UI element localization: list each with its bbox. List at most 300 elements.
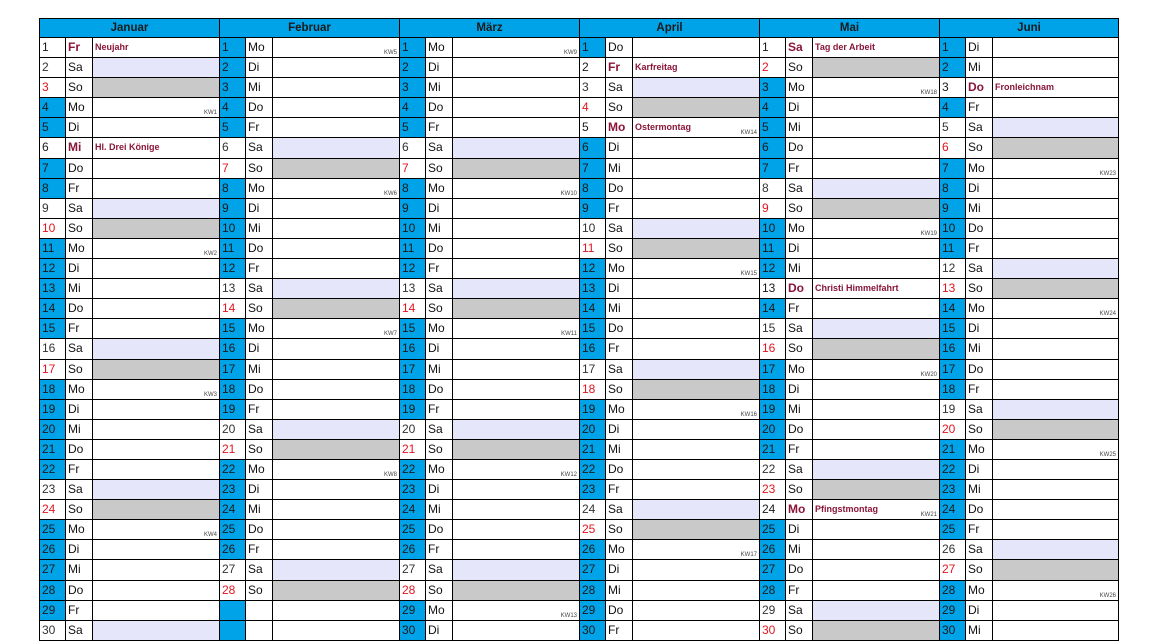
day-note-cell[interactable] — [633, 159, 759, 178]
day-note-cell[interactable] — [993, 339, 1118, 358]
day-note-cell[interactable] — [633, 118, 759, 137]
day-row[interactable] — [220, 78, 399, 98]
day-note-cell[interactable] — [813, 460, 939, 479]
day-row[interactable] — [400, 440, 579, 460]
day-note-cell[interactable] — [993, 500, 1118, 519]
day-note-cell[interactable] — [633, 480, 759, 499]
day-row[interactable] — [220, 259, 399, 279]
day-note-cell[interactable] — [453, 420, 579, 439]
day-row[interactable] — [760, 560, 939, 580]
day-note-cell[interactable] — [273, 199, 399, 218]
day-row[interactable] — [760, 360, 939, 380]
day-note-cell[interactable] — [633, 259, 759, 278]
day-note-cell[interactable] — [993, 138, 1118, 157]
day-row[interactable] — [40, 98, 219, 118]
day-row[interactable] — [580, 500, 759, 520]
day-row[interactable] — [940, 339, 1118, 359]
day-row[interactable] — [400, 118, 579, 138]
day-row[interactable] — [580, 118, 759, 138]
day-row[interactable] — [760, 159, 939, 179]
day-note-cell[interactable] — [273, 299, 399, 318]
day-note-cell[interactable] — [93, 219, 219, 238]
day-row[interactable] — [40, 179, 219, 199]
day-note-cell[interactable] — [453, 601, 579, 620]
day-row[interactable] — [940, 621, 1118, 641]
day-note-cell[interactable] — [453, 581, 579, 600]
day-row[interactable] — [580, 138, 759, 158]
day-note-cell[interactable] — [273, 339, 399, 358]
day-row[interactable] — [760, 78, 939, 98]
day-note-cell[interactable] — [993, 400, 1118, 419]
day-note-cell[interactable] — [813, 581, 939, 600]
day-row[interactable] — [580, 199, 759, 219]
day-note-cell[interactable] — [453, 159, 579, 178]
day-note-cell[interactable] — [273, 400, 399, 419]
day-note-cell[interactable] — [453, 360, 579, 379]
day-row[interactable] — [760, 601, 939, 621]
day-note-cell[interactable] — [993, 420, 1118, 439]
day-note-cell[interactable] — [813, 239, 939, 258]
day-row[interactable] — [940, 98, 1118, 118]
day-note-cell[interactable] — [633, 601, 759, 620]
day-row[interactable] — [220, 360, 399, 380]
day-row[interactable] — [400, 138, 579, 158]
day-note-cell[interactable] — [993, 560, 1118, 579]
day-note-cell[interactable] — [93, 259, 219, 278]
day-row[interactable] — [940, 581, 1118, 601]
day-row[interactable] — [40, 420, 219, 440]
day-row[interactable] — [400, 480, 579, 500]
day-row[interactable] — [940, 520, 1118, 540]
day-row[interactable] — [760, 38, 939, 58]
day-note-cell[interactable] — [273, 219, 399, 238]
day-row[interactable] — [760, 420, 939, 440]
day-note-cell[interactable] — [93, 319, 219, 338]
day-row[interactable] — [760, 380, 939, 400]
day-row[interactable] — [760, 138, 939, 158]
day-row[interactable] — [940, 239, 1118, 259]
day-note-cell[interactable] — [633, 179, 759, 198]
day-note-cell[interactable] — [993, 259, 1118, 278]
day-row[interactable] — [760, 400, 939, 420]
day-note-cell[interactable] — [453, 138, 579, 157]
day-row[interactable] — [580, 219, 759, 239]
day-note-cell[interactable] — [93, 420, 219, 439]
day-note-cell[interactable] — [813, 440, 939, 459]
day-row[interactable] — [220, 500, 399, 520]
day-row[interactable] — [40, 621, 219, 641]
day-row[interactable] — [220, 38, 399, 58]
day-note-cell[interactable] — [273, 520, 399, 539]
day-note-cell[interactable] — [93, 159, 219, 178]
day-note-cell[interactable] — [633, 520, 759, 539]
day-row[interactable] — [40, 601, 219, 621]
day-note-cell[interactable] — [993, 460, 1118, 479]
day-row[interactable] — [760, 299, 939, 319]
day-row[interactable] — [940, 299, 1118, 319]
day-note-cell[interactable] — [633, 360, 759, 379]
day-row[interactable] — [40, 520, 219, 540]
day-note-cell[interactable] — [93, 500, 219, 519]
day-row[interactable] — [940, 319, 1118, 339]
day-note-cell[interactable] — [813, 279, 939, 298]
day-note-cell[interactable] — [813, 98, 939, 117]
day-note-cell[interactable] — [453, 339, 579, 358]
day-row[interactable] — [940, 199, 1118, 219]
day-note-cell[interactable] — [453, 78, 579, 97]
day-row[interactable] — [580, 58, 759, 78]
day-row[interactable] — [400, 339, 579, 359]
day-note-cell[interactable] — [453, 219, 579, 238]
day-row[interactable] — [40, 560, 219, 580]
day-note-cell[interactable] — [273, 560, 399, 579]
day-row[interactable] — [760, 179, 939, 199]
day-note-cell[interactable] — [993, 520, 1118, 539]
day-note-cell[interactable] — [273, 138, 399, 157]
day-note-cell[interactable] — [453, 279, 579, 298]
day-row[interactable] — [40, 239, 219, 259]
day-note-cell[interactable] — [273, 581, 399, 600]
day-row[interactable] — [580, 400, 759, 420]
day-note-cell[interactable] — [273, 380, 399, 399]
day-note-cell[interactable] — [93, 621, 219, 640]
day-row[interactable] — [940, 179, 1118, 199]
day-note-cell[interactable] — [993, 299, 1118, 318]
day-note-cell[interactable] — [273, 500, 399, 519]
day-note-cell[interactable] — [453, 440, 579, 459]
day-row[interactable] — [940, 400, 1118, 420]
day-note-cell[interactable] — [813, 360, 939, 379]
day-note-cell[interactable] — [273, 440, 399, 459]
day-row[interactable] — [40, 299, 219, 319]
day-row[interactable] — [940, 118, 1118, 138]
day-note-cell[interactable] — [993, 279, 1118, 298]
day-note-cell[interactable] — [93, 540, 219, 559]
day-note-cell[interactable] — [813, 400, 939, 419]
day-note-cell[interactable] — [993, 239, 1118, 258]
day-note-cell[interactable] — [813, 179, 939, 198]
day-row[interactable] — [40, 118, 219, 138]
day-note-cell[interactable] — [993, 199, 1118, 218]
day-row[interactable] — [40, 259, 219, 279]
day-row[interactable] — [760, 239, 939, 259]
day-note-cell[interactable] — [813, 480, 939, 499]
day-row[interactable] — [400, 500, 579, 520]
day-note-cell[interactable] — [273, 601, 399, 620]
day-note-cell[interactable] — [813, 299, 939, 318]
day-row[interactable] — [220, 400, 399, 420]
day-row[interactable] — [40, 400, 219, 420]
day-note-cell[interactable] — [633, 199, 759, 218]
day-row[interactable] — [220, 159, 399, 179]
day-note-cell[interactable] — [633, 560, 759, 579]
day-row[interactable] — [760, 319, 939, 339]
day-row[interactable] — [400, 581, 579, 601]
day-note-cell[interactable] — [93, 581, 219, 600]
day-row[interactable] — [220, 118, 399, 138]
day-note-cell[interactable] — [633, 420, 759, 439]
day-note-cell[interactable] — [273, 621, 399, 640]
day-note-cell[interactable] — [813, 38, 939, 57]
day-note-cell[interactable] — [273, 38, 399, 57]
day-row[interactable] — [580, 259, 759, 279]
day-row[interactable] — [40, 319, 219, 339]
day-row[interactable] — [40, 138, 219, 158]
day-row[interactable] — [580, 360, 759, 380]
day-note-cell[interactable] — [993, 601, 1118, 620]
day-row[interactable] — [400, 420, 579, 440]
day-row[interactable] — [220, 219, 399, 239]
day-row[interactable] — [220, 319, 399, 339]
day-note-cell[interactable] — [813, 601, 939, 620]
day-note-cell[interactable] — [453, 98, 579, 117]
day-note-cell[interactable] — [93, 560, 219, 579]
day-row[interactable] — [220, 581, 399, 601]
day-row[interactable] — [40, 339, 219, 359]
day-note-cell[interactable] — [453, 38, 579, 57]
day-note-cell[interactable] — [993, 360, 1118, 379]
day-note-cell[interactable] — [633, 621, 759, 640]
day-row[interactable] — [220, 601, 399, 621]
day-note-cell[interactable] — [453, 259, 579, 278]
day-note-cell[interactable] — [273, 98, 399, 117]
day-row[interactable] — [40, 78, 219, 98]
day-row[interactable] — [940, 420, 1118, 440]
day-note-cell[interactable] — [813, 219, 939, 238]
day-note-cell[interactable] — [993, 540, 1118, 559]
day-note-cell[interactable] — [93, 199, 219, 218]
day-row[interactable] — [40, 480, 219, 500]
day-row[interactable] — [760, 540, 939, 560]
day-row[interactable] — [220, 540, 399, 560]
day-note-cell[interactable] — [93, 520, 219, 539]
day-note-cell[interactable] — [993, 118, 1118, 137]
day-row[interactable] — [220, 239, 399, 259]
day-note-cell[interactable] — [813, 500, 939, 519]
day-row[interactable] — [760, 621, 939, 641]
day-note-cell[interactable] — [993, 621, 1118, 640]
day-note-cell[interactable] — [273, 360, 399, 379]
day-row[interactable] — [580, 581, 759, 601]
day-note-cell[interactable] — [273, 460, 399, 479]
day-row[interactable] — [400, 98, 579, 118]
day-note-cell[interactable] — [813, 138, 939, 157]
day-note-cell[interactable] — [813, 159, 939, 178]
day-note-cell[interactable] — [453, 239, 579, 258]
day-note-cell[interactable] — [993, 179, 1118, 198]
day-note-cell[interactable] — [993, 38, 1118, 57]
day-note-cell[interactable] — [273, 58, 399, 77]
day-row[interactable] — [940, 78, 1118, 98]
day-row[interactable] — [580, 98, 759, 118]
day-row[interactable] — [400, 460, 579, 480]
day-note-cell[interactable] — [453, 179, 579, 198]
day-row[interactable] — [220, 138, 399, 158]
day-row[interactable] — [760, 98, 939, 118]
day-row[interactable] — [580, 279, 759, 299]
day-note-cell[interactable] — [633, 138, 759, 157]
day-row[interactable] — [580, 440, 759, 460]
day-row[interactable] — [760, 219, 939, 239]
day-row[interactable] — [220, 279, 399, 299]
day-row[interactable] — [940, 540, 1118, 560]
day-row[interactable] — [580, 239, 759, 259]
day-row[interactable] — [580, 601, 759, 621]
day-note-cell[interactable] — [273, 480, 399, 499]
day-row[interactable] — [580, 460, 759, 480]
day-note-cell[interactable] — [273, 159, 399, 178]
day-row[interactable] — [580, 380, 759, 400]
day-note-cell[interactable] — [93, 78, 219, 97]
day-row[interactable] — [760, 581, 939, 601]
day-note-cell[interactable] — [93, 299, 219, 318]
day-row[interactable] — [400, 319, 579, 339]
day-row[interactable] — [580, 540, 759, 560]
day-note-cell[interactable] — [993, 219, 1118, 238]
day-note-cell[interactable] — [453, 460, 579, 479]
day-row[interactable] — [220, 380, 399, 400]
day-row[interactable] — [400, 78, 579, 98]
day-note-cell[interactable] — [993, 480, 1118, 499]
day-note-cell[interactable] — [273, 420, 399, 439]
day-row[interactable] — [760, 259, 939, 279]
day-row[interactable] — [580, 339, 759, 359]
day-note-cell[interactable] — [813, 319, 939, 338]
day-row[interactable] — [400, 621, 579, 641]
day-note-cell[interactable] — [93, 239, 219, 258]
day-note-cell[interactable] — [633, 581, 759, 600]
day-row[interactable] — [940, 360, 1118, 380]
day-row[interactable] — [940, 560, 1118, 580]
day-row[interactable] — [760, 118, 939, 138]
day-row[interactable] — [400, 601, 579, 621]
day-note-cell[interactable] — [993, 58, 1118, 77]
day-row[interactable] — [400, 239, 579, 259]
day-row[interactable] — [940, 480, 1118, 500]
day-note-cell[interactable] — [453, 299, 579, 318]
day-row[interactable] — [400, 199, 579, 219]
day-row[interactable] — [940, 440, 1118, 460]
day-row[interactable] — [40, 279, 219, 299]
day-row[interactable] — [40, 540, 219, 560]
day-note-cell[interactable] — [813, 540, 939, 559]
day-note-cell[interactable] — [633, 400, 759, 419]
day-note-cell[interactable] — [273, 78, 399, 97]
day-note-cell[interactable] — [93, 179, 219, 198]
day-note-cell[interactable] — [813, 420, 939, 439]
day-note-cell[interactable] — [813, 199, 939, 218]
day-note-cell[interactable] — [633, 219, 759, 238]
day-note-cell[interactable] — [993, 380, 1118, 399]
day-row[interactable] — [580, 38, 759, 58]
day-note-cell[interactable] — [453, 621, 579, 640]
day-note-cell[interactable] — [93, 118, 219, 137]
day-row[interactable] — [940, 159, 1118, 179]
day-row[interactable] — [580, 299, 759, 319]
day-note-cell[interactable] — [93, 400, 219, 419]
day-note-cell[interactable] — [633, 78, 759, 97]
day-note-cell[interactable] — [813, 520, 939, 539]
day-note-cell[interactable] — [453, 319, 579, 338]
day-note-cell[interactable] — [813, 621, 939, 640]
day-note-cell[interactable] — [273, 179, 399, 198]
day-row[interactable] — [760, 520, 939, 540]
day-row[interactable] — [400, 299, 579, 319]
day-note-cell[interactable] — [93, 58, 219, 77]
day-row[interactable] — [760, 500, 939, 520]
day-row[interactable] — [220, 560, 399, 580]
day-row[interactable] — [220, 420, 399, 440]
day-note-cell[interactable] — [633, 38, 759, 57]
day-row[interactable] — [400, 360, 579, 380]
day-row[interactable] — [400, 380, 579, 400]
day-row[interactable] — [940, 138, 1118, 158]
day-note-cell[interactable] — [633, 440, 759, 459]
day-row[interactable] — [580, 179, 759, 199]
day-note-cell[interactable] — [453, 380, 579, 399]
day-row[interactable] — [940, 380, 1118, 400]
day-row[interactable] — [220, 339, 399, 359]
day-row[interactable] — [400, 259, 579, 279]
day-note-cell[interactable] — [453, 540, 579, 559]
day-row[interactable] — [400, 520, 579, 540]
day-row[interactable] — [40, 199, 219, 219]
day-note-cell[interactable] — [273, 118, 399, 137]
day-note-cell[interactable] — [993, 159, 1118, 178]
day-row[interactable] — [940, 601, 1118, 621]
day-note-cell[interactable] — [633, 339, 759, 358]
day-note-cell[interactable] — [633, 299, 759, 318]
day-row[interactable] — [760, 58, 939, 78]
day-row[interactable] — [400, 400, 579, 420]
day-row[interactable] — [940, 38, 1118, 58]
day-row[interactable] — [400, 179, 579, 199]
day-row[interactable] — [580, 420, 759, 440]
day-note-cell[interactable] — [813, 259, 939, 278]
day-row[interactable] — [940, 259, 1118, 279]
day-row[interactable] — [220, 440, 399, 460]
day-note-cell[interactable] — [273, 239, 399, 258]
day-row[interactable] — [760, 199, 939, 219]
day-row[interactable] — [220, 480, 399, 500]
day-note-cell[interactable] — [813, 78, 939, 97]
day-note-cell[interactable] — [633, 380, 759, 399]
day-note-cell[interactable] — [813, 58, 939, 77]
day-row[interactable] — [760, 279, 939, 299]
day-note-cell[interactable] — [813, 380, 939, 399]
day-note-cell[interactable] — [453, 58, 579, 77]
day-row[interactable] — [220, 299, 399, 319]
day-row[interactable] — [760, 339, 939, 359]
day-row[interactable] — [40, 360, 219, 380]
day-note-cell[interactable] — [273, 540, 399, 559]
day-row[interactable] — [940, 219, 1118, 239]
day-row[interactable] — [40, 460, 219, 480]
day-note-cell[interactable] — [453, 560, 579, 579]
day-note-cell[interactable] — [453, 400, 579, 419]
day-row[interactable] — [220, 58, 399, 78]
day-row[interactable] — [760, 460, 939, 480]
day-note-cell[interactable] — [93, 440, 219, 459]
day-note-cell[interactable] — [93, 380, 219, 399]
day-note-cell[interactable] — [453, 500, 579, 519]
day-note-cell[interactable] — [453, 480, 579, 499]
day-note-cell[interactable] — [633, 58, 759, 77]
day-note-cell[interactable] — [93, 601, 219, 620]
day-row[interactable] — [40, 380, 219, 400]
day-note-cell[interactable] — [813, 118, 939, 137]
day-row[interactable] — [580, 560, 759, 580]
